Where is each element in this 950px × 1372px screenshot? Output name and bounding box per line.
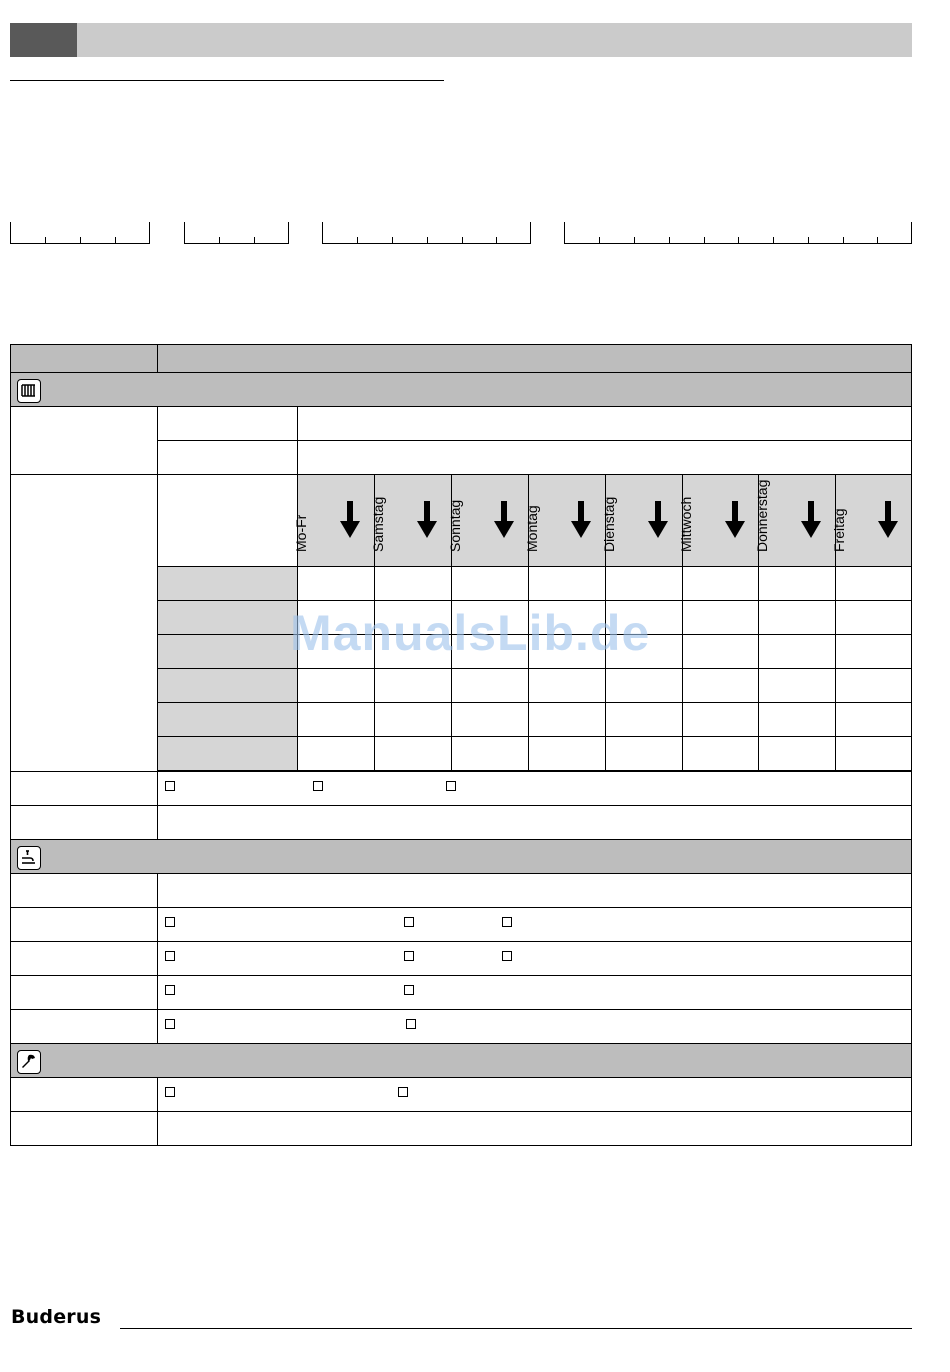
day-label: Mittwoch bbox=[678, 496, 694, 552]
section-heating bbox=[10, 372, 912, 407]
checkbox[interactable] bbox=[398, 1087, 408, 1097]
section-service bbox=[10, 1043, 912, 1078]
arrow-down-icon bbox=[417, 501, 437, 539]
watermark: ManualsLib.de bbox=[290, 605, 651, 661]
checkbox[interactable] bbox=[165, 1087, 175, 1097]
timer-cell[interactable] bbox=[758, 566, 836, 601]
timer-cell[interactable] bbox=[835, 600, 912, 635]
timer-cell[interactable] bbox=[758, 736, 836, 771]
timer-slot-label bbox=[157, 668, 298, 703]
day-header-samstag bbox=[370, 474, 452, 567]
day-label: Samstag bbox=[370, 496, 386, 552]
arrow-down-icon bbox=[725, 501, 745, 539]
timer-cell[interactable] bbox=[297, 566, 375, 601]
svc-row2-label bbox=[10, 1111, 158, 1146]
timer-cell[interactable] bbox=[682, 634, 759, 669]
hw-row5-label bbox=[10, 1009, 158, 1044]
hw-row5-value bbox=[157, 1009, 912, 1044]
timer-cell[interactable] bbox=[758, 702, 836, 737]
header-bar-dark-block bbox=[10, 23, 77, 57]
checkbox[interactable] bbox=[404, 951, 414, 961]
wrench-icon bbox=[17, 1050, 41, 1074]
hw-row3-value bbox=[157, 941, 912, 976]
checkbox[interactable] bbox=[165, 1019, 175, 1029]
timer-cell[interactable] bbox=[297, 702, 375, 737]
title-underline bbox=[10, 80, 444, 81]
text-row-label bbox=[10, 805, 158, 840]
day-label: Dienstag bbox=[601, 496, 617, 552]
arrow-down-icon bbox=[494, 501, 514, 539]
timer-cell[interactable] bbox=[682, 736, 759, 771]
timer-cell[interactable] bbox=[605, 668, 683, 703]
timer-cell[interactable] bbox=[297, 736, 375, 771]
day-header-freitag bbox=[831, 474, 912, 567]
checkbox[interactable] bbox=[406, 1019, 416, 1029]
header-bar bbox=[77, 23, 912, 57]
checkbox[interactable] bbox=[165, 951, 175, 961]
checkbox[interactable] bbox=[404, 917, 414, 927]
timer-cell[interactable] bbox=[297, 668, 375, 703]
row-a-sub2-value[interactable] bbox=[297, 440, 912, 475]
checkbox[interactable] bbox=[502, 917, 512, 927]
ruler-2 bbox=[184, 222, 289, 244]
day-header-sonntag bbox=[447, 474, 529, 567]
timer-slot-label bbox=[157, 736, 298, 771]
brand-logo: Buderus bbox=[11, 1306, 102, 1328]
timer-cell[interactable] bbox=[451, 702, 529, 737]
checkbox[interactable] bbox=[404, 985, 414, 995]
timer-cell[interactable] bbox=[682, 668, 759, 703]
timer-cell[interactable] bbox=[451, 668, 529, 703]
day-label: Freitag bbox=[831, 508, 847, 552]
timer-cell[interactable] bbox=[605, 702, 683, 737]
timer-cell[interactable] bbox=[682, 600, 759, 635]
checkbox[interactable] bbox=[165, 985, 175, 995]
hw-row2-label bbox=[10, 907, 158, 942]
day-label: Sonntag bbox=[447, 499, 463, 552]
ruler-4 bbox=[564, 222, 912, 244]
radiator-icon bbox=[17, 379, 41, 403]
timer-cell[interactable] bbox=[758, 600, 836, 635]
hot-water-tap-icon bbox=[17, 846, 41, 870]
arrow-down-icon bbox=[648, 501, 668, 539]
hw-row1-value[interactable] bbox=[157, 873, 912, 908]
svc-row1-label bbox=[10, 1077, 158, 1112]
timer-cell[interactable] bbox=[835, 634, 912, 669]
row-a-sub1-label bbox=[157, 406, 298, 441]
text-row-value[interactable] bbox=[157, 805, 912, 840]
section-hot-water bbox=[10, 839, 912, 874]
ruler-3 bbox=[322, 222, 531, 244]
row-label-a bbox=[10, 406, 158, 475]
timer-cell[interactable] bbox=[374, 668, 452, 703]
day-label: Montag bbox=[524, 505, 540, 552]
svc-row1-value bbox=[157, 1077, 912, 1112]
timer-cell[interactable] bbox=[451, 566, 529, 601]
timer-cell[interactable] bbox=[835, 702, 912, 737]
timer-cell[interactable] bbox=[605, 736, 683, 771]
timer-cell[interactable] bbox=[374, 566, 452, 601]
day-header-mittwoch bbox=[678, 474, 760, 567]
timer-cell[interactable] bbox=[374, 702, 452, 737]
option-row-value bbox=[157, 771, 912, 806]
hw-row3-label bbox=[10, 941, 158, 976]
day-header-mo-fr bbox=[293, 474, 375, 567]
timer-cell[interactable] bbox=[758, 634, 836, 669]
timer-cell[interactable] bbox=[528, 736, 606, 771]
day-header-dienstag bbox=[601, 474, 683, 567]
hw-row4-value bbox=[157, 975, 912, 1010]
timer-cell[interactable] bbox=[528, 702, 606, 737]
timer-cell[interactable] bbox=[451, 736, 529, 771]
timer-cell[interactable] bbox=[682, 566, 759, 601]
timer-slot-label bbox=[157, 634, 298, 669]
footer-line bbox=[120, 1328, 912, 1329]
timer-cell[interactable] bbox=[835, 668, 912, 703]
arrow-down-icon bbox=[801, 501, 821, 539]
timer-slot-label bbox=[157, 566, 298, 601]
day-header-donnerstag bbox=[754, 474, 836, 567]
table-head-right bbox=[157, 344, 912, 373]
checkbox[interactable] bbox=[165, 917, 175, 927]
timer-corner bbox=[157, 474, 298, 567]
hw-row2-value bbox=[157, 907, 912, 942]
ruler-1 bbox=[10, 222, 150, 244]
row-a-sub1-value[interactable] bbox=[297, 406, 912, 441]
table-head-left bbox=[10, 344, 158, 373]
checkbox[interactable] bbox=[165, 781, 175, 791]
checkbox[interactable] bbox=[502, 951, 512, 961]
timer-cell[interactable] bbox=[835, 736, 912, 771]
day-label: Donnerstag bbox=[754, 479, 770, 552]
checkbox[interactable] bbox=[313, 781, 323, 791]
svc-row2-value[interactable] bbox=[157, 1111, 912, 1146]
hw-row4-label bbox=[10, 975, 158, 1010]
timer-cell[interactable] bbox=[835, 566, 912, 601]
arrow-down-icon bbox=[571, 501, 591, 539]
timer-cell[interactable] bbox=[758, 668, 836, 703]
row-a-sub2-label bbox=[157, 440, 298, 475]
timer-cell[interactable] bbox=[528, 566, 606, 601]
day-label: Mo-Fr bbox=[293, 514, 309, 552]
timer-cell[interactable] bbox=[528, 668, 606, 703]
timer-row-label bbox=[10, 474, 158, 772]
checkbox[interactable] bbox=[446, 781, 456, 791]
timer-cell[interactable] bbox=[605, 566, 683, 601]
arrow-down-icon bbox=[878, 501, 898, 539]
arrow-down-icon bbox=[340, 501, 360, 539]
timer-cell[interactable] bbox=[682, 702, 759, 737]
timer-cell[interactable] bbox=[374, 736, 452, 771]
option-row-label bbox=[10, 771, 158, 806]
day-header-montag bbox=[524, 474, 606, 567]
timer-slot-label bbox=[157, 702, 298, 737]
hw-row1-label bbox=[10, 873, 158, 908]
timer-slot-label bbox=[157, 600, 298, 635]
